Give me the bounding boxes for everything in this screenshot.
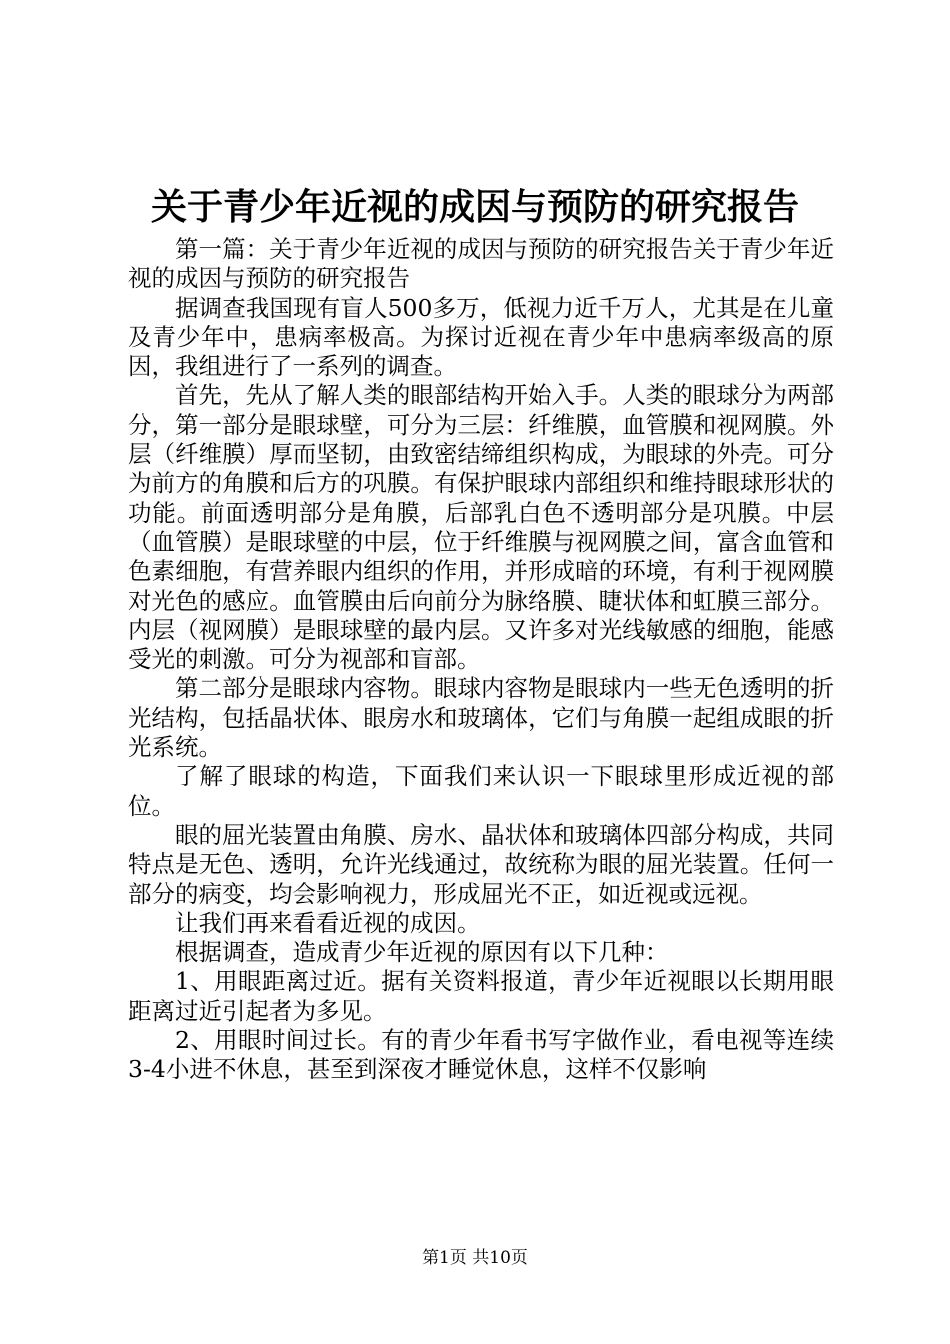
- paragraph: 据调查我国现有盲人500多万，低视力近千万人，尤其是在儿童及青少年中，患病率极高。为探讨近视在青少年中患病率级高的原因，我组进行了一系列的调查。: [128, 293, 834, 381]
- paragraph: 第二部分是眼球内容物。眼球内容物是眼球内一些无色透明的折光结构，包括晶状体、眼房水和玻璃体，它们与角膜一起组成眼的折光系统。: [128, 674, 834, 762]
- paragraph: 2、用眼时间过长。有的青少年看书写字做作业，看电视等连续3-4小进不休息，甚至到深夜才睡觉休息，这样不仅影响: [128, 1026, 834, 1084]
- paragraph: 根据调查，造成青少年近视的原因有以下几种：: [175, 938, 669, 967]
- paragraph: 让我们再来看看近视的成因。: [175, 908, 481, 937]
- page-footer: 第1页 共10页: [422, 1248, 528, 1268]
- document-title: 关于青少年近视的成因与预防的研究报告: [150, 186, 799, 228]
- paragraph: 1、用眼距离过近。据有关资料报道，青少年近视眼以长期用眼距离过近引起者为多见。: [128, 967, 834, 1025]
- document-body: [128, 235, 834, 1085]
- paragraph: 首先，先从了解人类的眼部结构开始入手。人类的眼球分为两部分，第一部分是眼球壁，可分为三层：纤维膜，血管膜和视网膜。外层（纤维膜）厚而坚韧，由致密结缔组织构成，为眼球的外壳。可分为前方的角膜和后方的巩膜。有保护眼球内部组织和维持眼球形状的功能。前面透明部分是角膜，后部乳白色不透明部分是巩膜。中层（血管膜）是眼球壁的中层，位于纤维膜与视网膜之间，富含血管和色素细胞，有营养眼内组织的作用，并形成暗的环境，有利于视网膜对光色的感应。血管膜由后向前分为脉络膜、睫状体和虹膜三部分。内层（视网膜）是眼球壁的最内层。又许多对光线敏感的细胞，能感受光的刺激。可分为视部和盲部。: [128, 381, 834, 674]
- paragraph: 了解了眼球的构造，下面我们来认识一下眼球里形成近视的部位。: [128, 762, 834, 820]
- paragraph: 第一篇：关于青少年近视的成因与预防的研究报告关于青少年近视的成因与预防的研究报告: [128, 235, 834, 293]
- paragraph: 眼的屈光装置由角膜、房水、晶状体和玻璃体四部分构成，共同特点是无色、透明，允许光线通过，故统称为眼的屈光装置。任何一部分的病变，均会影响视力，形成屈光不正，如近视或远视。: [128, 820, 834, 908]
